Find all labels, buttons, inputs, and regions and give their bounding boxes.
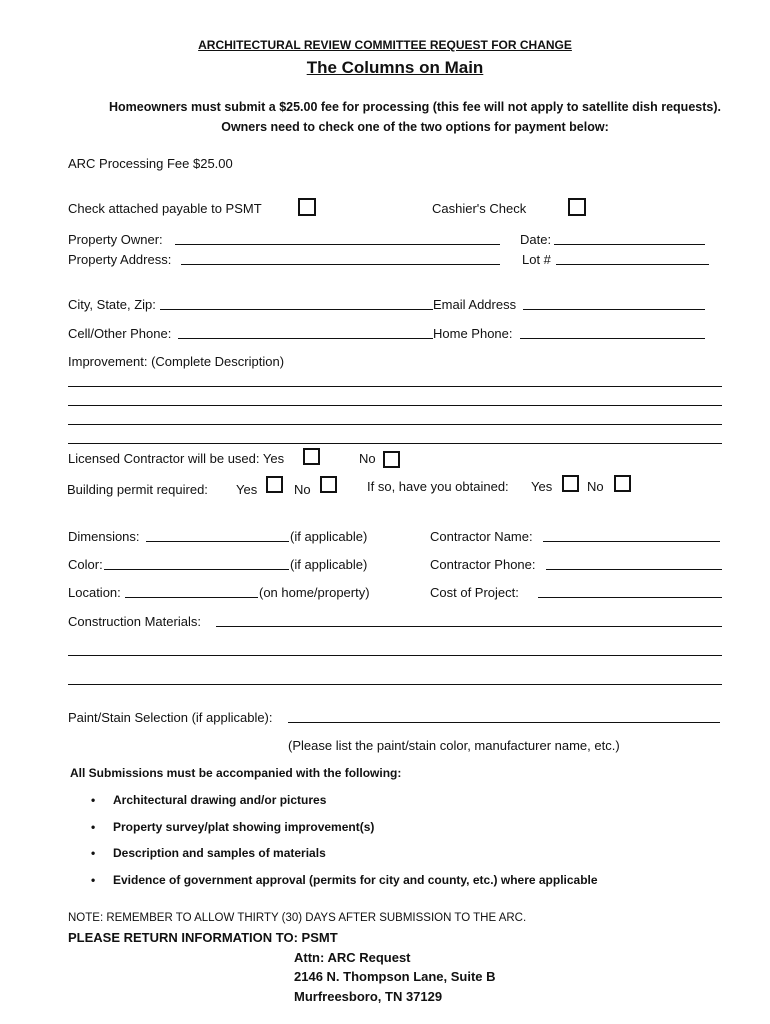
street-line: 2146 N. Thompson Lane, Suite B xyxy=(294,969,496,984)
home-phone-label: Home Phone: xyxy=(433,326,513,341)
obtained-no-checkbox[interactable] xyxy=(614,475,631,492)
obtained-yes-label: Yes xyxy=(531,479,553,494)
list-item: • Description and samples of materials xyxy=(91,846,326,860)
materials-field-2[interactable] xyxy=(68,655,722,656)
home-phone-field[interactable] xyxy=(520,338,705,339)
fee-label: ARC Processing Fee $25.00 xyxy=(68,156,233,171)
city-state-zip-label: City, State, Zip: xyxy=(68,297,156,312)
check-attached-label: Check attached payable to PSMT xyxy=(68,201,262,216)
bullet-icon: • xyxy=(91,873,96,887)
date-field[interactable] xyxy=(554,244,705,245)
permit-yes-checkbox[interactable] xyxy=(266,476,283,493)
cell-phone-label: Cell/Other Phone: xyxy=(68,326,172,341)
intro-line-2: Owners need to check one of the two options for payment below: xyxy=(221,120,609,134)
paint-field[interactable] xyxy=(288,722,720,723)
bullet-icon: • xyxy=(91,793,96,807)
intro-line-1: Homeowners must submit a $25.00 fee for processing (this fee will not apply to satellite dish requests). xyxy=(109,100,721,114)
list-item: • Property survey/plat showing improvement(s) xyxy=(91,820,375,834)
contractor-phone-label: Contractor Phone: xyxy=(430,557,536,572)
obtained-yes-checkbox[interactable] xyxy=(562,475,579,492)
contractor-phone-field[interactable] xyxy=(546,569,722,570)
cashiers-check-label: Cashier's Check xyxy=(432,201,527,216)
materials-field-3[interactable] xyxy=(68,684,722,685)
dimensions-note: (if applicable) xyxy=(290,529,368,544)
property-owner-field[interactable] xyxy=(175,244,500,245)
color-label: Color: xyxy=(68,557,103,572)
permit-required-label: Building permit required: xyxy=(67,482,208,497)
submissions-heading: All Submissions must be accompanied with the following: xyxy=(70,766,402,780)
cashiers-check-checkbox[interactable] xyxy=(568,198,586,216)
bullet-icon: • xyxy=(91,846,96,860)
improvement-line-3[interactable] xyxy=(68,424,722,425)
email-field[interactable] xyxy=(523,309,705,310)
licensed-yes-checkbox[interactable] xyxy=(303,448,320,465)
permit-yes-label: Yes xyxy=(236,482,258,497)
location-label: Location: xyxy=(68,585,121,600)
city-line: Murfreesboro, TN 37129 xyxy=(294,989,443,1004)
improvement-line-2[interactable] xyxy=(68,405,722,406)
community-name: The Columns on Main xyxy=(306,58,484,77)
email-label: Email Address xyxy=(433,297,517,312)
attn-line: Attn: ARC Request xyxy=(294,950,411,965)
check-attached-checkbox[interactable] xyxy=(298,198,316,216)
paint-label: Paint/Stain Selection (if applicable): xyxy=(68,710,273,725)
improvement-line-1[interactable] xyxy=(68,386,722,387)
paint-note: (Please list the paint/stain color, manufacturer name, etc.) xyxy=(288,738,620,753)
improvement-line-4[interactable] xyxy=(68,443,722,444)
materials-field-1[interactable] xyxy=(216,626,722,627)
permit-no-checkbox[interactable] xyxy=(320,476,337,493)
location-field[interactable] xyxy=(125,597,258,598)
bullet-icon: • xyxy=(91,820,96,834)
licensed-no-label: No xyxy=(359,451,376,466)
lot-label: Lot # xyxy=(522,252,551,267)
list-item: • Architectural drawing and/or pictures xyxy=(91,793,327,807)
lot-field[interactable] xyxy=(556,264,709,265)
materials-label: Construction Materials: xyxy=(68,614,201,629)
city-state-zip-field[interactable] xyxy=(160,309,433,310)
return-label: PLEASE RETURN INFORMATION TO: PSMT xyxy=(68,930,338,945)
improvement-label: Improvement: (Complete Description) xyxy=(68,354,285,369)
dimensions-label: Dimensions: xyxy=(68,529,140,544)
licensed-contractor-label: Licensed Contractor will be used: Yes xyxy=(68,451,285,466)
permit-no-label: No xyxy=(294,482,311,497)
cost-label: Cost of Project: xyxy=(430,585,519,600)
color-note: (if applicable) xyxy=(290,557,368,572)
licensed-no-checkbox[interactable] xyxy=(383,451,400,468)
obtained-label: If so, have you obtained: xyxy=(367,479,509,494)
location-note: (on home/property) xyxy=(259,585,370,600)
cost-field[interactable] xyxy=(538,597,722,598)
form-title: ARCHITECTURAL REVIEW COMMITTEE REQUEST FOR CHANGE xyxy=(198,38,572,52)
footer-note: NOTE: REMEMBER TO ALLOW THIRTY (30) DAYS AFTER SUBMISSION TO THE ARC. xyxy=(68,912,527,924)
cell-phone-field[interactable] xyxy=(178,338,433,339)
color-field[interactable] xyxy=(104,569,289,570)
contractor-name-label: Contractor Name: xyxy=(430,529,533,544)
property-owner-label: Property Owner: xyxy=(68,232,163,247)
date-label: Date: xyxy=(520,232,552,247)
obtained-no-label: No xyxy=(587,479,604,494)
contractor-name-field[interactable] xyxy=(543,541,720,542)
list-item: • Evidence of government approval (permits for city and county, etc.) where applicable xyxy=(91,873,598,887)
property-address-label: Property Address: xyxy=(68,252,172,267)
dimensions-field[interactable] xyxy=(146,541,289,542)
property-address-field[interactable] xyxy=(181,264,500,265)
